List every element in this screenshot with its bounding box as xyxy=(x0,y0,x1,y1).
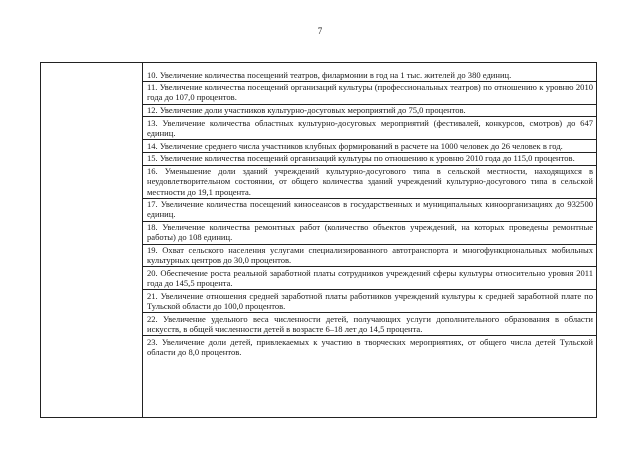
indicator-item-19: 19. Охват сельского населения услугами специализированного автотранспорта и многофункциональных мобильных культурных центров до 30,0 процентов. xyxy=(143,245,596,268)
indicator-item-22: 22. Увеличение удельного веса численности детей, получающих услуги дополнительного образования в области искусств, в общей численности детей в возрасте 6–18 лет до 14,5 процента. xyxy=(143,313,596,336)
indicator-item-12: 12. Увеличение доли участников культурно-досуговых мероприятий до 75,0 процентов. xyxy=(143,105,596,118)
indicator-item-20: 20. Обеспечение роста реальной заработной платы сотрудников учреждений сферы культуры относительно уровня 2011 года до 145,5 процента. xyxy=(143,267,596,290)
indicator-item-16: 16. Уменьшение доли зданий учреждений культурно-досугового типа в сельской местности, находящихся в неудовлетворительном состоянии, от общего количества зданий учреждений культурно-досугового типа в сельской местности до 19,1 процента. xyxy=(143,166,596,199)
indicator-item-15: 15. Увеличение количества посещений организаций культуры по отношению к уровню 2010 года до 115,0 процентов. xyxy=(143,153,596,166)
indicator-item-18: 18. Увеличение количества ремонтных работ (количество объектов учреждений, на которых проведены ремонтные работы) до 108 единиц. xyxy=(143,222,596,245)
indicator-item-13: 13. Увеличение количества областных культурно-досуговых мероприятий (фестивалей, конкурсов, смотров) до 647 единиц. xyxy=(143,117,596,140)
indicator-item-17: 17. Увеличение количества посещений киносеансов в государственных и муниципальных киноорганизациях до 932500 единиц. xyxy=(143,199,596,222)
table-left-cell xyxy=(41,63,143,417)
table-right-cell xyxy=(143,63,596,417)
indicator-item-23: 23. Увеличение доли детей, привлекаемых к участию в творческих мероприятиях, от общего числа детей Тульской области до 8,0 процентов. xyxy=(147,336,593,357)
indicators-table xyxy=(40,62,597,418)
indicator-item-10: 10. Увеличение количества посещений театров, филармонии в год на 1 тыс. жителей до 380 единиц. xyxy=(143,69,596,82)
page-number: 7 xyxy=(317,26,323,36)
indicator-item-14: 14. Увеличение среднего числа участников клубных формирований в расчете на 1000 человек до 26 человек в год. xyxy=(143,140,596,153)
indicator-item-11: 11. Увеличение количества посещений организаций культуры (профессиональных театров) по отношению к уровню 2010 года до 107,0 процентов. xyxy=(143,82,596,105)
indicator-item-21: 21. Увеличение отношения средней заработной платы работников учреждений культуры к средней заработной плате по Тульской области до 100,0 процентов. xyxy=(143,290,596,313)
